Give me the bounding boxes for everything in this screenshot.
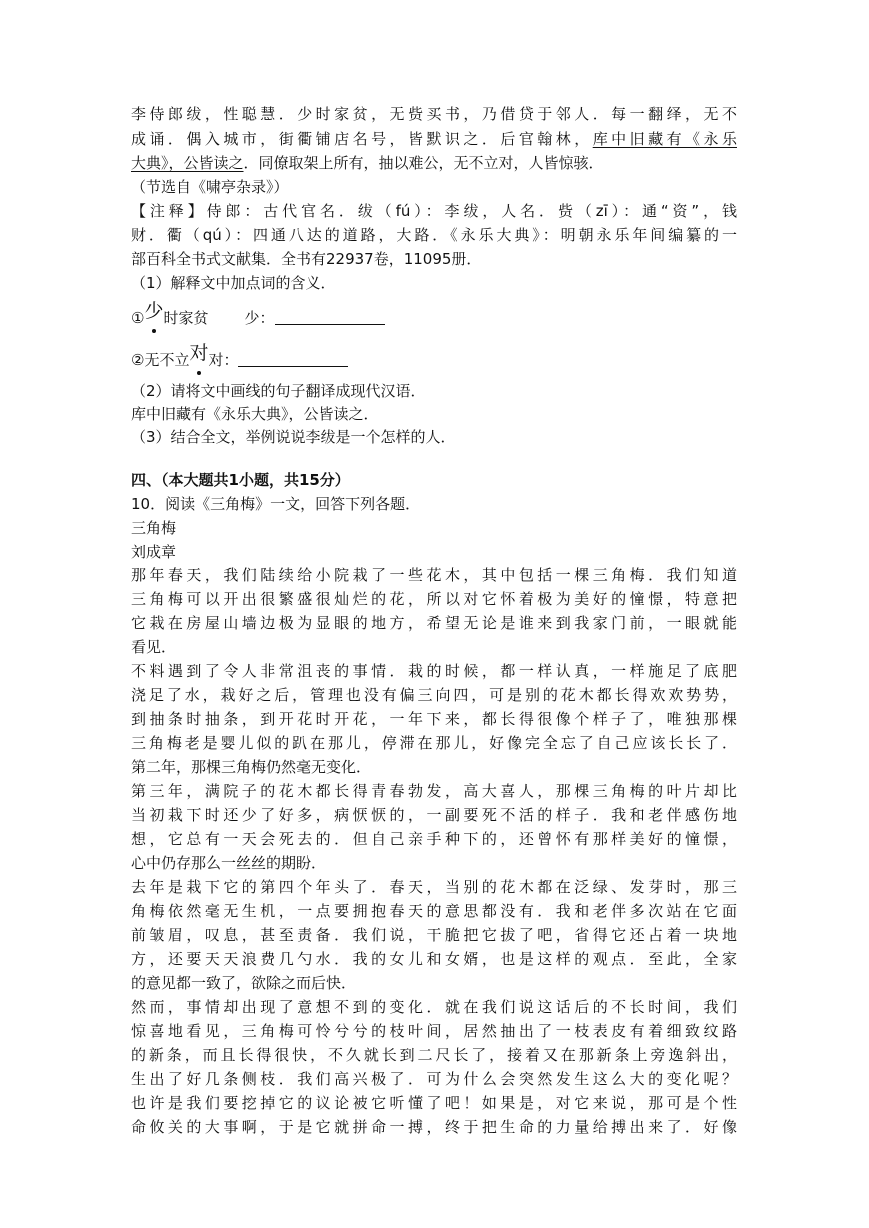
answer-blank-1[interactable] [275,310,385,325]
essay-title: 三角梅 [131,519,177,537]
essay-line: 三角梅老是婴儿似的趴在那儿，停滞在那儿，好像完全忘了自己应该长长了． [131,734,737,752]
essay-line: 想，它总有一天会死去的．但自己亲手种下的，还曾怀有那样美好的憧憬， [131,830,737,848]
classical-line-2 [131,128,737,150]
notes-line-2: 财．衢（qú）：四通八达的道路，大路．《永乐大典》：明朝永乐年间编纂的一 [131,226,737,244]
essay-line: 然而，事情却出现了意想不到的变化．就在我们说这话后的不长时间，我们 [131,998,737,1016]
essay-line: 生出了好几条侧枝．我们高兴极了．可为什么会突然发生这么大的变化呢？ [131,1070,737,1088]
essay-line: 第二年，那棵三角梅仍然毫无变化． [131,758,372,776]
essay-line: 到抽条时抽条，到开花时开花，一年下来，都长得很像个样子了，唯独那棵 [131,710,737,728]
essay-line: 它栽在房屋山墙边极为显眼的地方，希望无论是谁来到我家门前，一眼就能 [131,614,737,632]
essay-line: 惊喜地看见，三角梅可怜兮兮的枝叶间，居然抽出了一枝表皮有着细致纹路 [131,1022,737,1040]
classical-line-2-text: 成诵．偶入城市，街衢铺店名号，皆默识之．后官翰林， [131,130,593,148]
essay-line: 角梅依然毫无生机，一点要拥抱春天的意思都没有．我和老伴多次站在它面 [131,902,737,920]
answer-blank-2[interactable] [238,352,348,367]
question-2: （2）请将文中画线的句子翻译成现代汉语． [131,382,426,400]
essay-line: 去年是栽下它的第四个年头了．春天，当别的花木都在泛绿、发芽时，那三 [131,878,737,896]
essay-line: 前皱眉，叹息，甚至责备．我们说，干脆把它拔了吧，省得它还占着一块地 [131,926,737,944]
essay-line: 的新条，而且长得很快，不久就长到二尺长了，接着又在那新条上旁逸斜出， [131,1046,737,1064]
section-heading: 四、（本大题共1小题，共15分） [131,471,350,489]
essay-author: 刘成章 [131,543,177,561]
essay-line: 看见． [131,638,177,656]
item2-suffix: 对： [208,351,239,369]
essay-line: 浇足了水，栽好之后，管理也没有偏三向四，可是别的花木都长得欢欢势势， [131,686,737,704]
essay-line: 第三年，满院子的花木都长得青春勃发，高大喜人，那棵三角梅的叶片却比 [131,782,737,800]
question-2-sentence: 库中旧藏有《永乐大典》，公皆读之． [131,405,379,423]
item1-suffix: 时家贫 [163,309,209,327]
item1-answer-label: 少： [244,309,275,327]
dotted-word-dui: 对 [189,342,209,364]
question-1-item-2 [131,342,737,374]
essay-line: 那年春天，我们陆续给小院栽了一些花木，其中包括一棵三角梅．我们知道 [131,566,737,584]
essay-line: 不料遇到了令人非常沮丧的事情．栽的时候，都一样认真，一样施足了底肥 [131,662,737,680]
essay-line: 三角梅可以开出很繁盛很灿烂的花，所以对它怀着极为美好的憧憬，特意把 [131,590,737,608]
underlined-sentence-part2: 大典》，公皆读之 [131,154,244,172]
notes-line-3: 部百科全书式文献集．全书有22937卷，11095册． [131,250,482,268]
essay-line: 的意见都一致了，欲除之而后快． [131,974,357,992]
essay-line: 心中仍存那么一丝丝的期盼． [131,854,327,872]
classical-line-1: 李侍郎绂，性聪慧．少时家贫，无赀买书，乃借贷于邻人．每一翻绎，无不 [131,105,737,123]
essay-line: 方，还要天天浪费几勺水．我的女儿和女婿，也是这样的观点．至此，全家 [131,950,737,968]
dotted-word-shao: 少 [144,300,164,322]
question-1: （1）解释文中加点词的含义． [131,274,336,292]
question-10: 10．阅读《三角梅》一文，回答下列各题． [131,495,421,513]
classical-line-3 [131,152,737,174]
question-1-item-1 [131,300,737,332]
source-citation: （节选自《啸亭杂录》） [131,178,289,196]
notes-line-1: 【注释】侍郎：古代官名．绂（fú）：李绂，人名．赀（zī）：通“资”，钱 [131,202,737,220]
essay-line: 命攸关的大事啊，于是它就拼命一搏，终于把生命的力量给搏出来了．好像 [131,1118,737,1136]
item1-prefix: ① [131,309,145,327]
essay-line: 也许是我们要挖掉它的议论被它听懂了吧！如果是，对它来说，那可是个性 [131,1094,737,1112]
item2-prefix: ②无不立 [131,351,190,369]
classical-line-3-tail: ．同僚取架上所有，抽以难公，无不立对，人皆惊骇． [243,154,604,172]
underlined-sentence-part1: 库中旧藏有《永乐 [592,130,737,148]
question-3: （3）结合全文，举例说说李绂是一个怎样的人． [131,428,456,446]
essay-line: 当初栽下时还少了好多，病恹恹的，一副要死不活的样子．我和老伴感伤地 [131,806,737,824]
